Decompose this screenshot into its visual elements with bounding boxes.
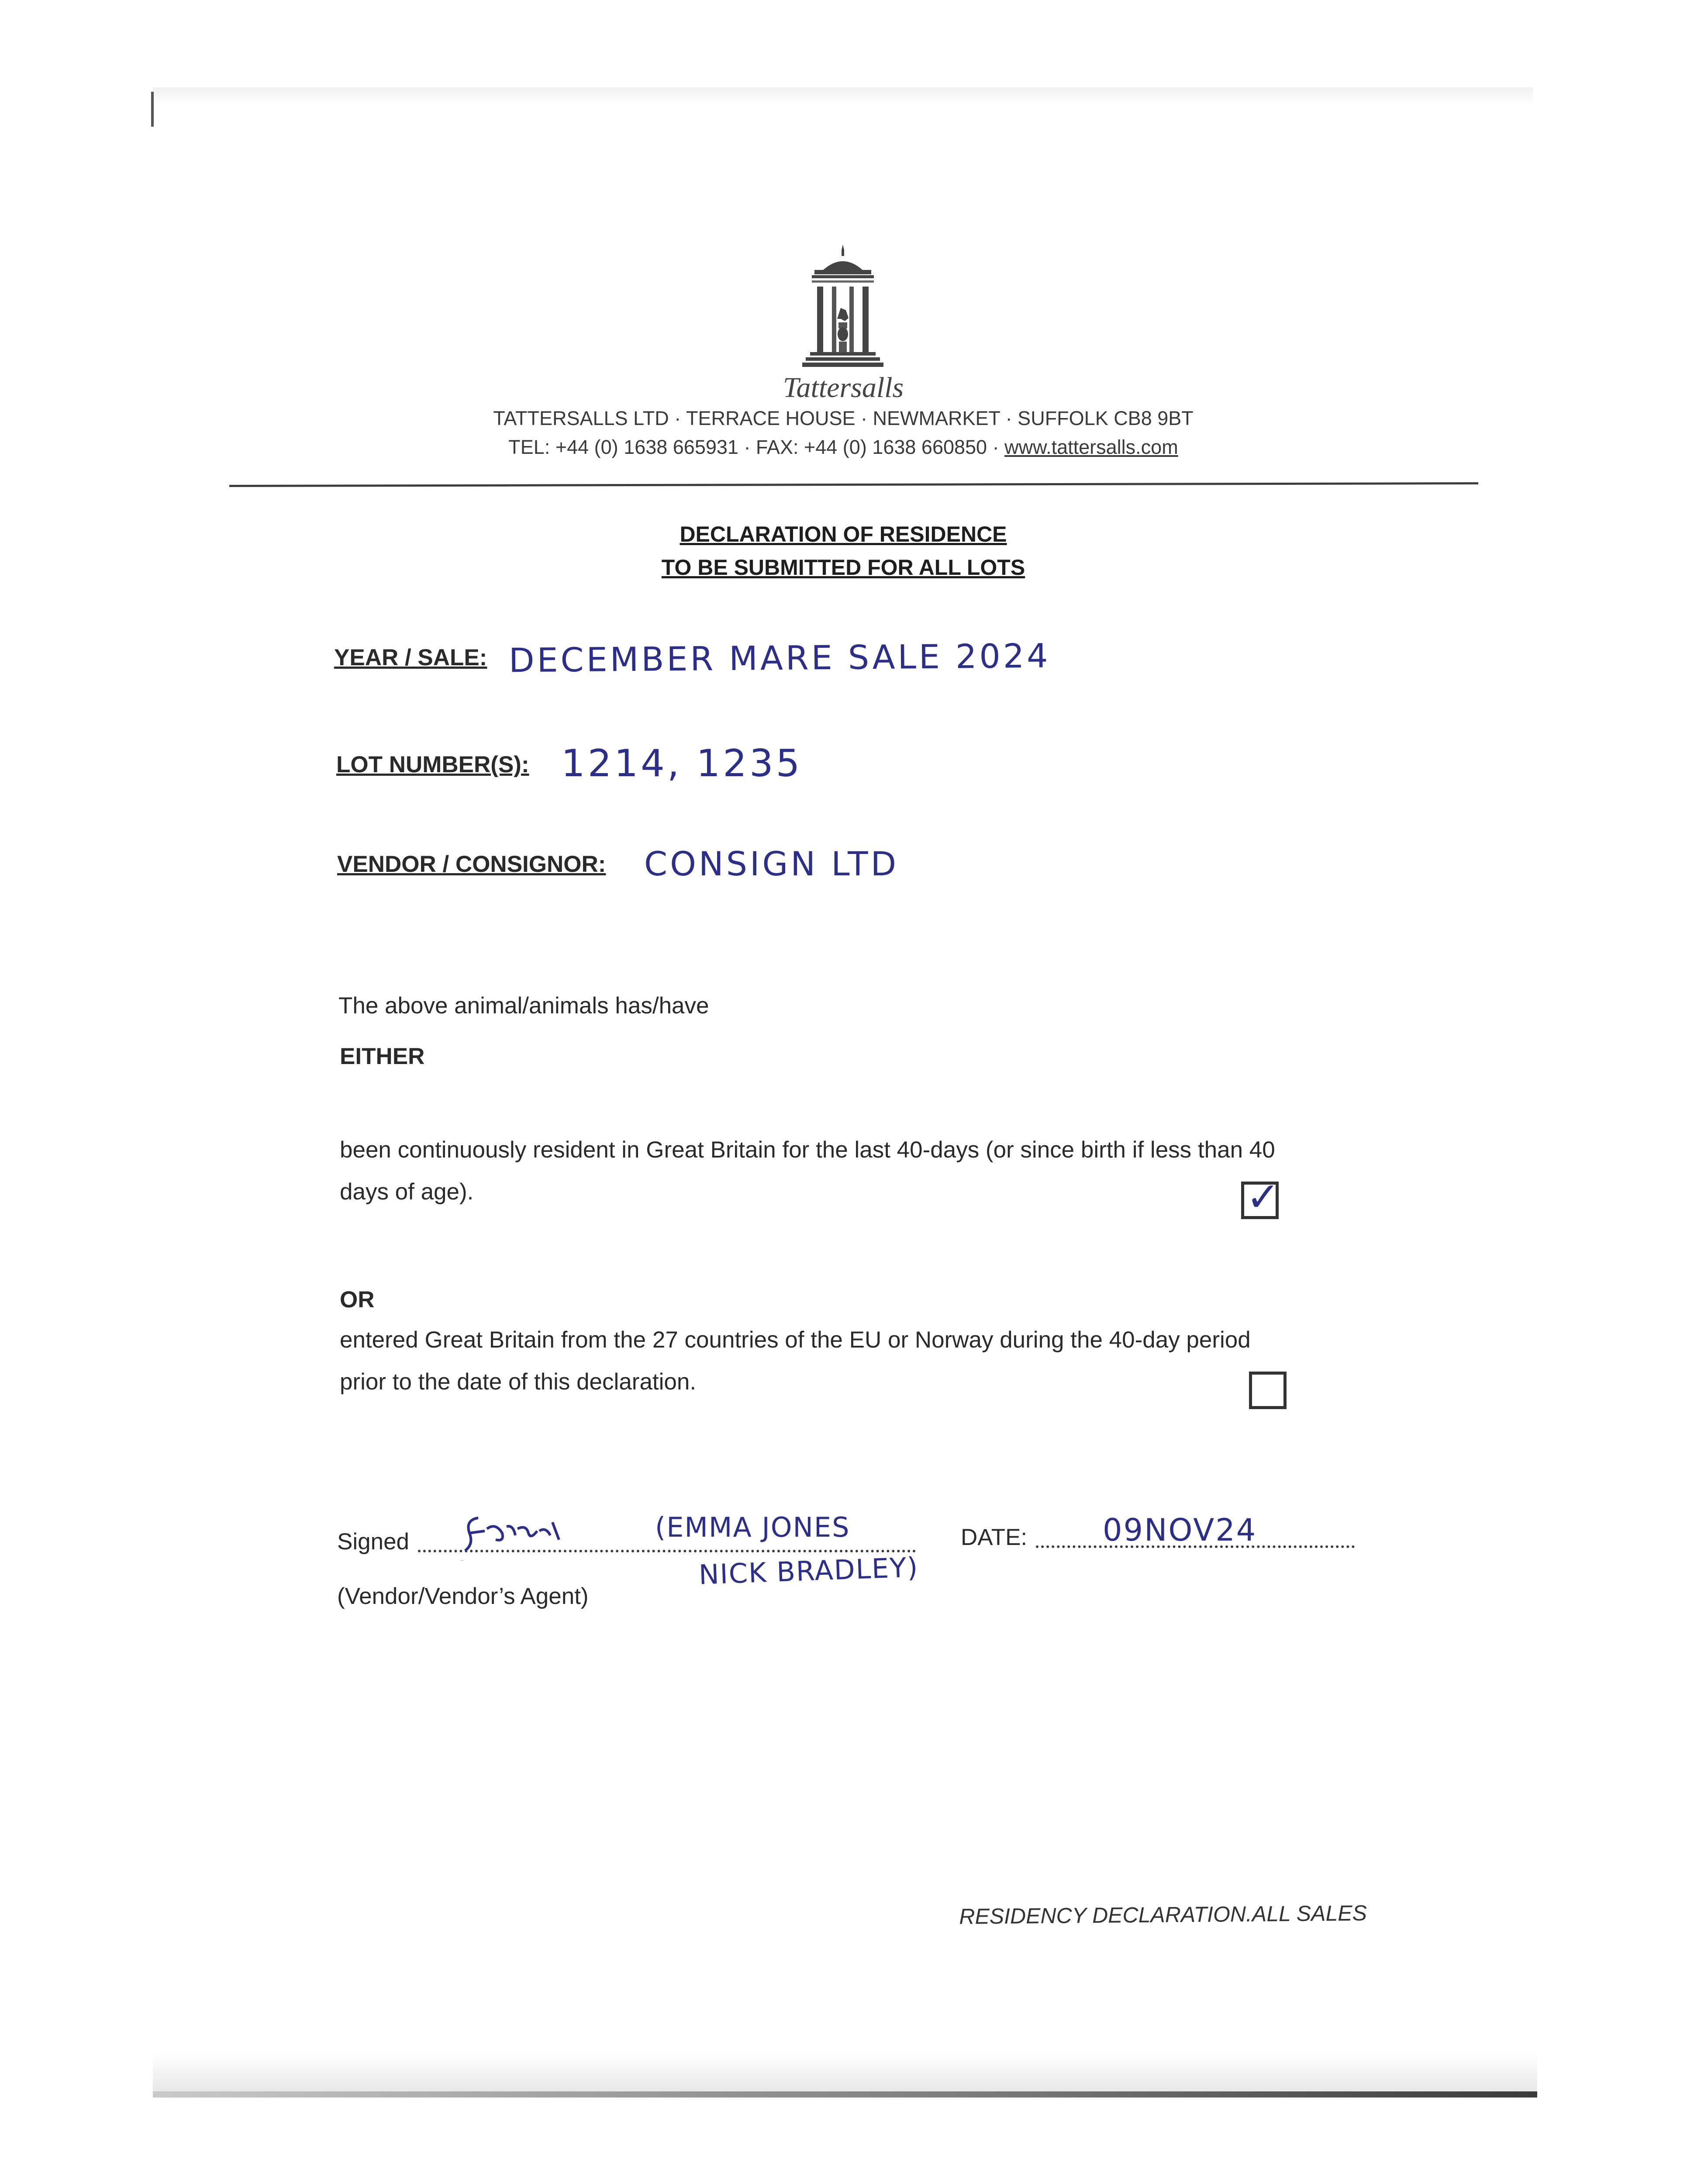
vendor-role-label: (Vendor/Vendor’s Agent): [337, 1583, 589, 1609]
declaration-intro: The above animal/animals has/have: [338, 993, 709, 1019]
option-1-text: [340, 1129, 1275, 1213]
company-address: TATTERSALLS LTD · TERRACE HOUSE · NEWMARKET · SUFFOLK CB8 9BT: [493, 407, 1194, 429]
vendor-label: VENDOR / CONSIGNOR:: [337, 851, 606, 877]
header-divider: [229, 482, 1478, 487]
website-link[interactable]: www.tattersalls.com: [1004, 436, 1178, 458]
lot-numbers-label: LOT NUMBER(S):: [336, 752, 529, 778]
printed-name-1: (EMMA JONES: [655, 1511, 850, 1543]
year-sale-label: YEAR / SALE:: [334, 645, 487, 670]
option-2-checkbox[interactable]: [1249, 1372, 1287, 1409]
option-2-line-1: entered Great Britain from the 27 countries of the EU or Norway during the 40-day period: [340, 1327, 1251, 1353]
vendor-value[interactable]: CONSIGN LTD: [644, 844, 899, 883]
option-2-text: [340, 1319, 1251, 1403]
date-value[interactable]: 09NOV24: [1103, 1512, 1257, 1548]
option-1-line-1: been continuously resident in Great Britain for the last 40-days (or since birth if less than 40: [340, 1137, 1275, 1163]
or-heading: OR: [340, 1287, 375, 1313]
lot-numbers-value[interactable]: 1214, 1235: [561, 742, 803, 785]
option-1-checkbox[interactable]: [1241, 1175, 1280, 1220]
option-1-line-2: days of age).: [340, 1179, 474, 1205]
phone-fax: TEL: +44 (0) 1638 665931 · FAX: +44 (0) 1638 660850 ·: [508, 436, 1005, 458]
page-edge: [153, 2091, 1537, 2098]
printed-name-2: NICK BRADLEY): [698, 1551, 919, 1591]
checkmark-icon: ✓: [1246, 1175, 1280, 1220]
form-title-line-1: DECLARATION OF RESIDENCE: [680, 522, 1007, 546]
either-heading: EITHER: [340, 1044, 425, 1069]
page-shadow-bottom: [153, 2053, 1537, 2094]
scan-mark: [151, 92, 154, 127]
year-sale-value[interactable]: DECEMBER MARE SALE 2024: [508, 636, 1051, 680]
date-label: DATE:: [961, 1524, 1028, 1550]
contact-line: [472, 436, 1214, 459]
form-title-line-2: TO BE SUBMITTED FOR ALL LOTS: [661, 555, 1025, 580]
page-shadow-top: [153, 87, 1533, 105]
signature-scribble: [461, 1509, 570, 1562]
footer-note: RESIDENCY DECLARATION.ALL SALES: [959, 1901, 1367, 1929]
brand-name: Tattersalls: [783, 372, 904, 404]
rotunda-logo-icon: [797, 245, 889, 371]
signature-text: EJones: [461, 1560, 464, 1561]
option-2-line-2: prior to the date of this declaration.: [340, 1369, 697, 1395]
signed-label: Signed: [337, 1529, 410, 1555]
form-title: [559, 518, 1127, 584]
